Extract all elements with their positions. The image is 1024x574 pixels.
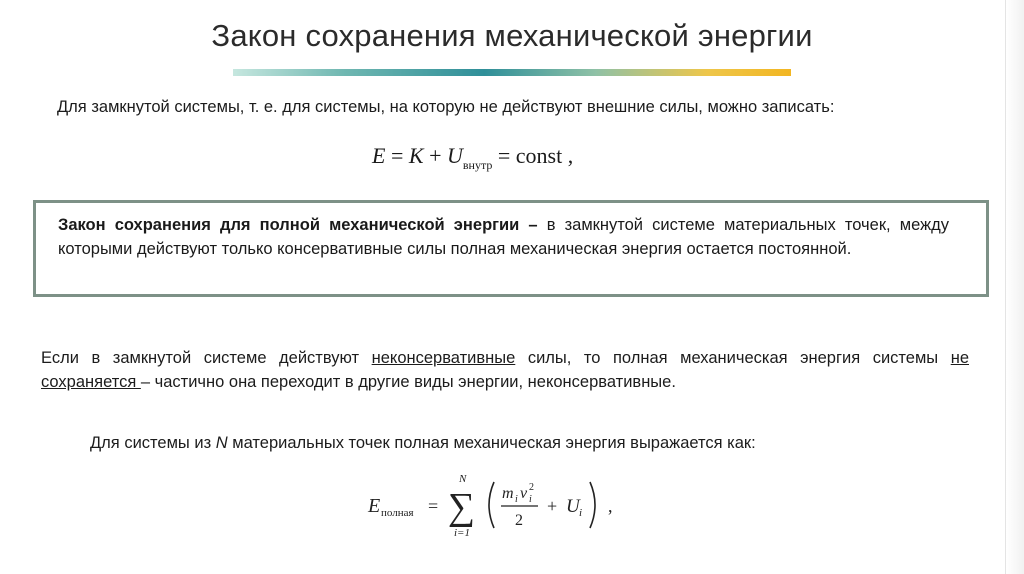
sum-formula-u-subscript: i [579, 507, 583, 519]
sum-formula-denominator: 2 [515, 512, 523, 529]
energy-formula [372, 143, 573, 173]
sum-formula-m-subscript: i [515, 494, 518, 505]
formula-k: K [408, 143, 424, 168]
nonconservative-paragraph [41, 346, 969, 394]
para2-underlined-nonconservative: неконсервативные [371, 349, 516, 367]
sum-formula-u: U [566, 496, 580, 517]
sum-formula-left-paren [489, 482, 494, 528]
sum-formula-right-paren [590, 482, 595, 528]
law-body: в замкнутой системе материальных точек, между которыми действуют только консервативные силы полная механическая энергия остается постоянной. [58, 216, 949, 258]
sum-formula-e-subscript: полная [381, 507, 414, 519]
para2-underlined-not-conserved: не сохраняется [41, 349, 969, 391]
sum-formula-upper-limit: N [459, 473, 467, 485]
formula-eq2: = [492, 143, 516, 168]
title-underline-bar [233, 69, 791, 76]
total-energy-sum-formula [366, 468, 636, 548]
intro-paragraph: Для замкнутой системы, т. е. для системы, на которую не действуют внешние силы, можно записать: [57, 98, 835, 116]
para3-n: N [215, 434, 228, 452]
formula-plus: + [423, 143, 447, 168]
formula-eq1: = [385, 143, 409, 168]
sum-formula-sigma: ∑ [448, 486, 476, 528]
sum-formula-lower-limit: i=1 [454, 527, 470, 539]
formula-tail: , [562, 143, 574, 168]
sum-formula-v: v [520, 485, 528, 502]
slide-edge [1005, 0, 1024, 574]
para2-part2: силы, то полная механическая энергия системы [515, 349, 951, 367]
sum-formula-e: E [368, 495, 381, 517]
formula-u: U [446, 143, 463, 168]
sum-formula-eq: = [428, 496, 439, 516]
sum-formula-m: m [502, 485, 514, 502]
sum-formula-plus: + [547, 496, 558, 516]
formula-e: E [372, 143, 386, 168]
sum-formula-v-superscript: 2 [529, 482, 534, 493]
para2-part1: Если в замкнутой системе действуют [41, 349, 372, 367]
para3-part1: Для системы из [90, 434, 216, 452]
formula-u-subscript: внутр [462, 158, 493, 172]
para3-part2: материальных точек полная механическая энергия выражается как: [227, 434, 756, 452]
para2-part3: – частично она переходит в другие виды энергии, неконсервативные. [140, 373, 676, 391]
law-callout-text [58, 213, 949, 261]
sum-formula-tail: , [608, 496, 613, 516]
sum-formula-v-subscript: i [529, 494, 532, 505]
n-points-paragraph [90, 432, 890, 454]
law-heading: Закон сохранения для полной механической энергии – [58, 216, 538, 234]
formula-const: const [515, 143, 563, 168]
slide-title: Закон сохранения механической энергии [211, 18, 813, 53]
